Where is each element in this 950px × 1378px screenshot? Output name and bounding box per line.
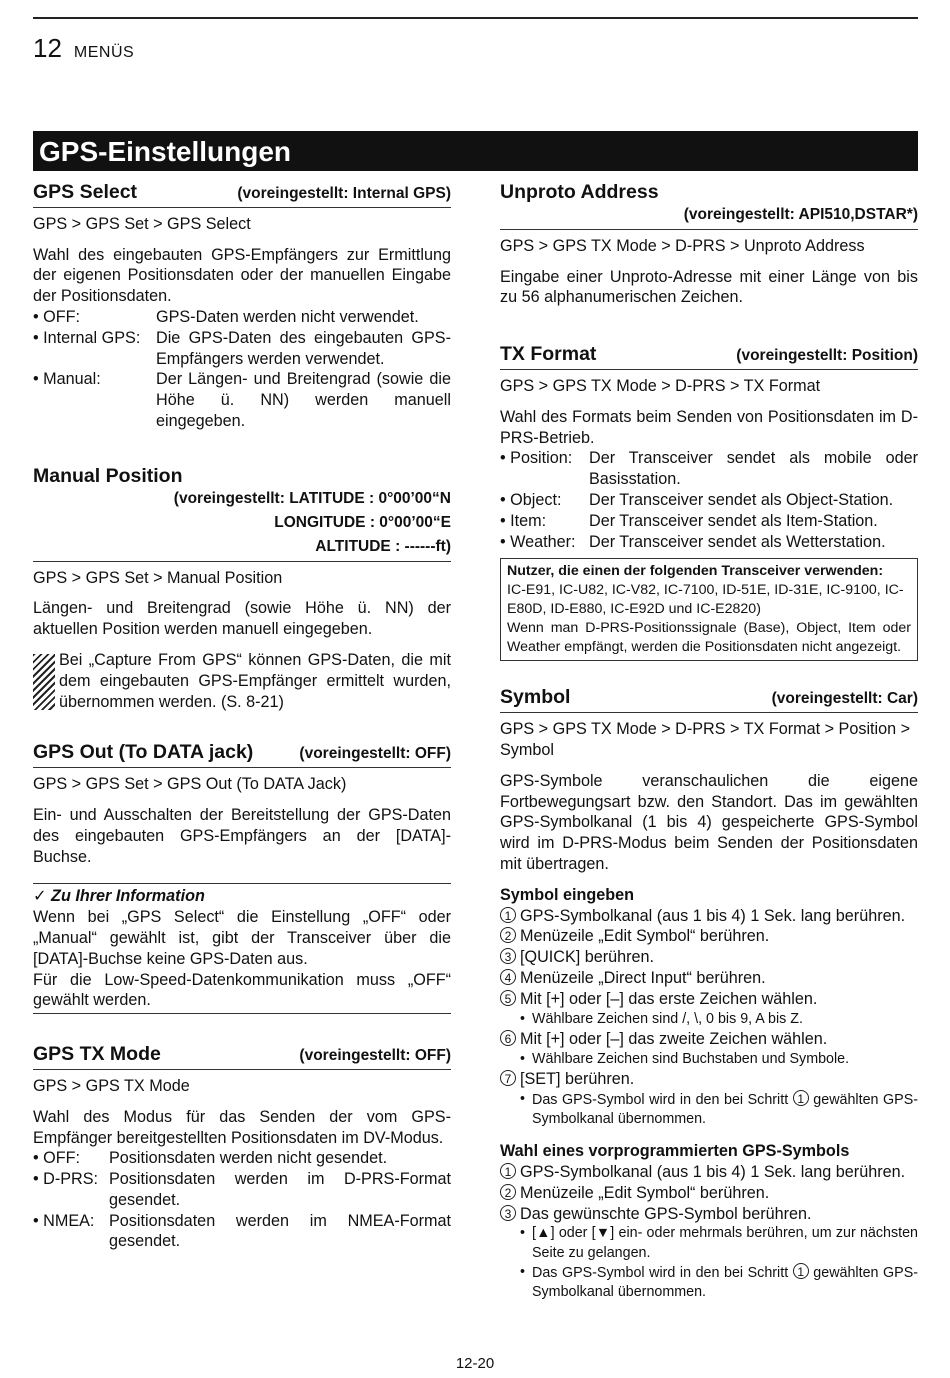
description: Wahl des Formats beim Senden von Positionsdaten im D-PRS-Betrieb. — [500, 407, 918, 447]
step-item: 4 Menüzeile „Direct Input“ berühren. — [500, 968, 918, 989]
section-title: TX Format — [500, 343, 597, 366]
section-heading — [500, 687, 918, 713]
option-item: • OFF: GPS-Daten werden nicht verwendet. — [33, 307, 419, 326]
menu-path: GPS > GPS TX Mode — [33, 1076, 190, 1095]
option-item: • Weather: Der Transceiver sendet als Wetterstation. — [500, 532, 886, 551]
hint-icon — [33, 654, 55, 710]
step-item: 5 Mit [+] oder [–] das erste Zeichen wählen. — [500, 989, 918, 1010]
menu-path: GPS > GPS Set > GPS Select — [33, 214, 251, 233]
hint-text: Bei „Capture From GPS“ können GPS-Daten, die mit dem eingebauten GPS-Empfänger ermittelt wurden, übernommen werden. (S. 8-21) — [59, 650, 451, 711]
option-item: • Object: Der Transceiver sendet als Object-Station. — [500, 490, 894, 509]
subheading-preset-symbol: Wahl eines vorprogrammierten GPS-Symbols — [500, 1142, 850, 1161]
section-heading — [33, 466, 451, 562]
section-heading — [500, 344, 918, 370]
section-heading — [33, 182, 451, 208]
menu-path: GPS > GPS Set > GPS Out (To DATA Jack) — [33, 775, 347, 794]
hint-note — [33, 650, 451, 712]
step-item: 1 GPS-Symbolkanal (aus 1 bis 4) 1 Sek. lang berühren. — [500, 1162, 918, 1183]
gps-select-section — [33, 182, 451, 432]
manual-position-section — [33, 466, 451, 713]
step-item: 7 [SET] berühren. — [500, 1069, 918, 1090]
menu-path: GPS > GPS Set > Manual Position — [33, 568, 283, 587]
left-column — [33, 182, 451, 1252]
option-item: • NMEA: Positionsdaten werden im NMEA-Format gesendet. — [33, 1211, 451, 1251]
section-title: GPS Select — [33, 181, 138, 203]
step-item: 3 [QUICK] berühren. — [500, 947, 918, 968]
section-title: Unproto Address — [500, 181, 659, 203]
step-item: 3 Das gewünschte GPS-Symbol berühren. — [500, 1204, 918, 1225]
sub-step: • Wählbare Zeichen sind Buchstaben und Symbole. — [520, 1050, 850, 1067]
section-title: GPS Out (To DATA jack) — [33, 741, 254, 764]
subheading-enter-symbol: Symbol eingeben — [500, 885, 635, 904]
default-value: (voreingestellt: Car) — [771, 690, 918, 708]
info-box — [33, 883, 451, 1014]
description: Wahl des eingebauten GPS-Empfängers zur Ermittlung der eigenen Positionsdaten oder der manuellen Eingabe der Positionsdaten. — [33, 245, 451, 306]
default-value: (voreingestellt: LATITUDE : 0°00’00“N — [173, 489, 451, 507]
right-column — [500, 182, 918, 1303]
option-item: • Manual: Der Längen- und Breitengrad (sowie die Höhe ü. NN) werden manuell eingegeben. — [33, 370, 451, 430]
section-heading — [500, 182, 918, 230]
option-item: • D-PRS: Positionsdaten werden im D-PRS-Format gesendet. — [33, 1170, 451, 1209]
default-value: (voreingestellt: Internal GPS) — [237, 185, 451, 202]
info-text: Wenn bei „GPS Select“ die Einstellung „OFF“ oder „Manual“ gewählt ist, gibt der Transceiver über die [DATA]-Buchse keine GPS-Daten aus. — [33, 908, 451, 968]
option-item: • Position: Der Transceiver sendet als mobile oder Basisstation. — [500, 449, 918, 489]
option-item: • OFF: Positionsdaten werden nicht gesendet. — [33, 1149, 388, 1168]
default-value: LONGITUDE : 0°00’00“E — [274, 513, 451, 531]
step-item: 2 Menüzeile „Edit Symbol“ berühren. — [500, 926, 918, 947]
default-value: (voreingestellt: Position) — [736, 347, 918, 365]
section-heading — [33, 742, 451, 768]
tx-format-section — [500, 344, 918, 661]
section-title: Manual Position — [33, 464, 183, 487]
step-item: 1 GPS-Symbolkanal (aus 1 bis 4) 1 Sek. lang berühren. — [500, 906, 918, 927]
sub-step: • [▲] oder [▼] ein- oder mehrmals berühren, um zur nächsten Seite zu gelangen. — [520, 1225, 918, 1261]
symbol-section — [500, 687, 918, 1302]
description: Ein- und Ausschalten der Bereitstellung der GPS-Daten des eingebauten GPS-Empfängers an der [DATA]-Buchse. — [33, 805, 451, 866]
unproto-address-section — [500, 182, 918, 308]
description: Eingabe einer Unproto-Adresse mit einer Länge von bis zu 56 alphanumerischen Zeichen. — [500, 267, 918, 307]
description: GPS-Symbole veranschaulichen die eigene Fortbewegungsart bzw. den Standort. Das im gewählten GPS-Symbolkanal (1 bis 4) gespeicherte GPS-Symbol wird im D-PRS-Modus beim Senden der Positionsdaten mit übertragen. — [500, 771, 918, 873]
info-title: ✓ Zu Ihrer Information — [33, 887, 205, 906]
gps-out-section — [33, 742, 451, 1014]
description: Wahl des Modus für das Senden der vom GPS-Empfänger bereitgestellten Positionsdaten im DV-Modus. — [33, 1107, 451, 1147]
chapter-number: 12 — [33, 33, 62, 63]
note-heading: Nutzer, die einen der folgenden Transceiver verwenden: — [507, 563, 884, 580]
default-value: (voreingestellt: API510,DSTAR*) — [683, 205, 918, 223]
compatibility-note — [500, 558, 918, 661]
menu-path: GPS > GPS TX Mode > D-PRS > Unproto Address — [500, 236, 865, 255]
section-title: GPS TX Mode — [33, 1043, 161, 1066]
menu-path: GPS > GPS TX Mode > D-PRS > TX Format — [500, 376, 821, 395]
info-text: Für die Low-Speed-Datenkommunikation muss „OFF“ gewählt werden. — [33, 970, 451, 1010]
description: Längen- und Breitengrad (sowie Höhe ü. NN) der aktuellen Position werden manuell eingegeben. — [33, 599, 451, 639]
sub-step: • Das GPS-Symbol wird in den bei Schritt 1 gewählten GPS-Symbolkanal übernommen. — [520, 1090, 918, 1127]
sub-step: • Wählbare Zeichen sind /, \, 0 bis 9, A bis Z. — [520, 1010, 803, 1027]
chapter-header — [33, 33, 134, 68]
default-value: (voreingestellt: OFF) — [299, 745, 451, 763]
default-value: (voreingestellt: OFF) — [299, 1047, 451, 1065]
top-rule — [33, 17, 918, 19]
default-value: ALTITUDE : ------ft) — [315, 537, 451, 555]
step-item: 6 Mit [+] oder [–] das zweite Zeichen wählen. — [500, 1029, 918, 1050]
page-number: 12-20 — [455, 1355, 495, 1372]
option-item: • Item: Der Transceiver sendet als Item-Station. — [500, 511, 878, 530]
section-title: Symbol — [500, 686, 571, 709]
section-banner: GPS-Einstellungen — [33, 131, 918, 171]
option-item: • Internal GPS: Die GPS-Daten des eingebauten GPS-Empfängers werden verwendet. — [33, 328, 451, 368]
step-item: 2 Menüzeile „Edit Symbol“ berühren. — [500, 1183, 918, 1204]
gps-tx-mode-section — [33, 1044, 451, 1252]
menu-path: GPS > GPS TX Mode > D-PRS > TX Format > Position > Symbol — [500, 720, 911, 759]
note-text: Wenn man D-PRS-Positionssignale (Base), Object, Item oder Weather empfängt, werden die Positionsdaten nicht angezeigt. — [507, 620, 911, 656]
sub-step: • Das GPS-Symbol wird in den bei Schritt 1 gewählten GPS-Symbolkanal übernommen. — [520, 1264, 918, 1301]
note-models: IC-E91, IC-U82, IC-V82, IC-7100, ID-51E, ID-31E, IC-9100, IC-E80D, ID-E880, IC-E92D und IC-E2820) — [507, 582, 904, 618]
chapter-name: MENÜS — [73, 44, 135, 61]
section-heading — [33, 1044, 451, 1070]
